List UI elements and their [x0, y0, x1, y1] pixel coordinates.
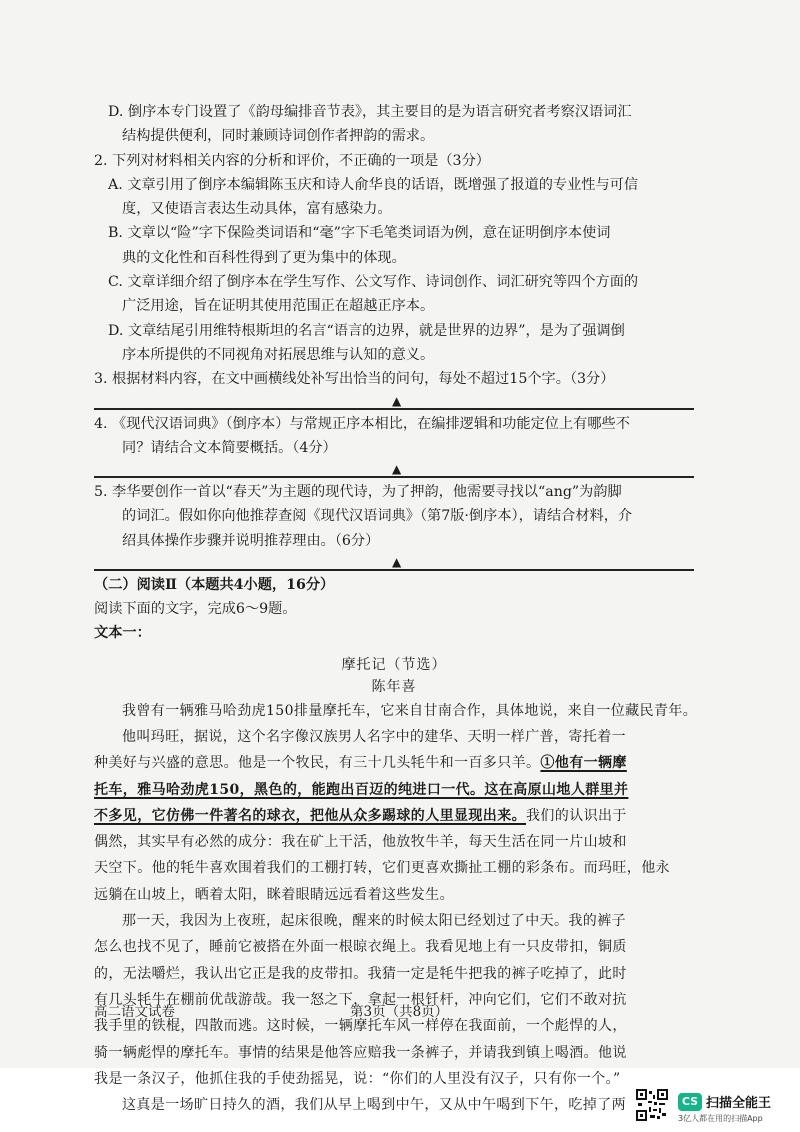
underlined-sentence-1: ①他有一辆摩	[540, 755, 627, 772]
article-paragraph-3-line7: 我是一条汉子，他抓住我的手使劲摇晃，说：“你们的人里没有汉子，只有你一个。”	[94, 1070, 621, 1087]
q5-answer-area	[94, 553, 694, 573]
q2-option-d-line1: D. 文章结尾引用维特根斯坦的名言“语言的边界，就是世界的边界”，是为了强调倒	[108, 322, 625, 339]
article-paragraph-2-line1: 他叫玛旺，据说，这个名字像汉族男人名字中的建华、天明一样广普，寄托着一	[122, 728, 626, 745]
camscanner-logo-icon: CS	[678, 1093, 702, 1111]
article-title: 摩托记（节选）	[341, 656, 447, 673]
q2-option-b-line2: 典的文化性和百科性得到了更为集中的体现。	[122, 249, 406, 266]
qr-code-icon	[636, 1089, 668, 1121]
answer-line	[94, 476, 694, 478]
article-paragraph-3-line4: 有几头牦牛在棚前优哉游哉。我一怒之下，拿起一根钎杆，冲向它们，它们不敢对抗	[94, 991, 627, 1008]
answer-mark-triangle: ▲	[392, 393, 402, 408]
q4-stem-line1: 4. 《现代汉语词典》（倒序本）与常规正序本相比，在编排逻辑和功能定位上有哪些不	[94, 415, 630, 432]
scanner-tagline: 3亿人都在用的扫描App	[678, 1114, 763, 1123]
q3-stem: 3. 根据材料内容，在文中画横线处补写出恰当的问句，每处不超过15个字。（3分）	[94, 371, 615, 388]
article-paragraph-3-line1: 那一天，我因为上夜班，起床很晚，醒来的时候太阳已经划过了中天。我的裤子	[122, 913, 626, 930]
answer-mark-triangle: ▲	[392, 462, 402, 477]
article-paragraph-2-line3	[94, 777, 694, 803]
section-heading: （二）阅读Ⅱ（本题共4小题，16分）	[94, 577, 335, 594]
article-paragraph-4-line1: 这真是一场旷日持久的酒，我们从早上喝到中午，又从中午喝到下午，吃掉了两	[122, 1097, 626, 1114]
q3-answer-area	[94, 392, 694, 412]
answer-line	[94, 569, 694, 571]
article-paragraph-3-line3: 的，无法嚼烂，我认出它正是我的皮带扣。我猜一定是牦牛把我的裤子吃掉了，此时	[94, 965, 627, 982]
q4-stem-line2: 同？请结合文本简要概括。（4分）	[122, 439, 337, 456]
article-paragraph-2-line7: 远躺在山坡上，晒着太阳，眯着眼睛远远看着这些发生。	[94, 886, 454, 903]
footer-subject: 高二语文试卷	[94, 1004, 175, 1020]
text-label: 文本一：	[94, 625, 151, 642]
underlined-sentence-1: 不多见，它仿佛一件著名的球衣，把他从众多踢球的人里显现出来。	[94, 807, 526, 824]
q2-option-c-line1: C. 文章详细介绍了倒序本在学生写作、公文写作、诗词创作、词汇研究等四个方面的	[108, 274, 639, 291]
article-paragraph-1: 我曾有一辆雅马哈劲虎150排量摩托车，它来自甘南合作，具体地说，来自一位藏民青年。	[122, 702, 698, 719]
footer-page-number: 第3页（共8页）	[350, 1004, 449, 1020]
answer-line	[94, 408, 694, 410]
underlined-sentence-1: 托车，雅马哈劲虎150，黑色的，能跑出百迈的纯进口一代。这在高原山地人群里并	[94, 781, 629, 798]
q2-option-a-line2: 度，又使语言表达生动具体，富有感染力。	[122, 201, 392, 218]
article-paragraph-2-line5: 偶然，其实早有必然的成分：我在矿上干活，他放牧牛羊，每天生活在同一片山坡和	[94, 834, 627, 851]
q5-stem-line3: 绍具体操作步骤并说明推荐理由。（6分）	[122, 532, 380, 549]
plain-text: 我们的认识出于	[526, 807, 627, 824]
answer-mark-triangle: ▲	[392, 555, 402, 570]
article-author: 陈年喜	[371, 678, 417, 695]
scanner-brand-name: 扫描全能王	[706, 1096, 772, 1111]
q1-option-d-line1: D. 倒序本专门设置了《韵母编排音节表》，其主要目的是为语言研究者考察汉语词汇	[108, 104, 632, 120]
article-paragraph-2-line4	[94, 803, 694, 829]
q2-option-d-line2: 序本所提供的不同视角对拓展思维与认知的意义。	[122, 346, 435, 363]
article-paragraph-3-line5: 我手里的铁棍，四散而逃。这时候，一辆摩托车风一样停在我面前，一个彪悍的人，	[94, 1018, 627, 1035]
page-content	[94, 100, 698, 1118]
section-instruction: 阅读下面的文字，完成6～9题。	[94, 601, 297, 618]
q2-option-c-line2: 广泛用途，旨在证明其使用范围正在超越正序本。	[122, 298, 435, 315]
article-paragraph-2-line6: 天空下。他的牦牛喜欢围着我们的工棚打转，它们更喜欢撕扯工棚的彩条布。而玛旺，他永	[94, 860, 670, 877]
q4-answer-area	[94, 460, 694, 480]
article-paragraph-3-line6: 骑一辆彪悍的摩托车。事情的结果是他答应赔我一条裤子，并请我到镇上喝酒。他说	[94, 1044, 627, 1061]
plain-text: 种美好与兴盛的意思。他是一个牧民，有三十几头牦牛和一百多只羊。	[94, 755, 541, 772]
q2-option-a-line1: A. 文章引用了倒序本编辑陈玉庆和诗人俞华良的话语，既增强了报道的专业性与可信	[108, 176, 639, 193]
q5-stem-line1: 5. 李华要创作一首以“春天”为主题的现代诗，为了押韵，他需要寻找以“ang”为韵脚	[94, 484, 622, 501]
article-paragraph-3-line2: 怎么也找不见了，睡前它被搭在外面一根晾衣绳上。我看见地上有一只皮带扣，铜质	[94, 939, 627, 956]
q5-stem-line2: 的词汇。假如你向他推荐查阅《现代汉语词典》（第7版·倒序本），请结合材料，介	[122, 508, 633, 525]
q1-option-d-line2: 结构提供便利，同时兼顾诗词创作者押韵的需求。	[122, 128, 435, 145]
q2-stem: 2. 下列对材料相关内容的分析和评价，不正确的一项是（3分）	[94, 152, 490, 169]
article-paragraph-2-line2	[94, 750, 694, 776]
q2-option-b-line1: B. 文章以“险”字下保险类词语和“毫”字下毛笔类词语为例，意在证明倒序本使词	[108, 225, 611, 242]
